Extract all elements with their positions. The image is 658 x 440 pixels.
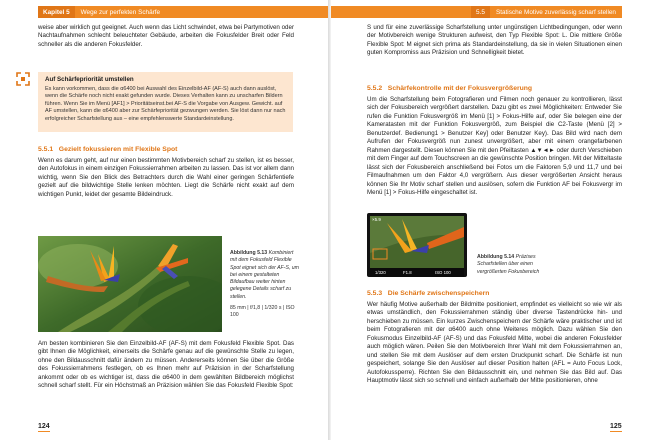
- right-paragraph-2: Wer häufig Motive außerhalb der Bildmitte positioniert, empfindet es vielleicht so wie wir als etwas umständlich, den Fokussierrahmen ständig über diverse Tastendrücke hin- und herschieben zu müssen. Ein kurzes Zwischenspeichern der Schärfe wäre praktischer und ist beim Fotografieren mit der α6400 auch ohne Weiteres möglich. Dazu wählen Sie den Fokusmodus Einzelbild-AF (AF-S) und das Fokusfeld Mitte, wobei die anderen Fokusfelder auch möglich wären. Peilen Sie den Motivbereich Ihrer Wahl mit dem Fokussierrahmen an, und stellen Sie mit dem Auslöser auf dem ersten Druckpunkt scharf. Die Schärfe ist nun gespeichert, solange Sie den Auslöser auf dieser Position halten (AFL = Auto Focus Lock, Autofokussperre). Richten Sie den Bildausschnitt ein, und nehmen Sie das Bild auf. Das Hauptmotiv lässt sich so schnell und einfach außerhalb der Mitte positionieren, ohne: [367, 301, 622, 385]
- lcd-iso: ISO 100: [435, 270, 451, 275]
- camera-lcd-screenshot: [367, 213, 467, 277]
- figure-5-13-caption: [230, 250, 300, 320]
- right-paragraph-1: Um die Scharfstellung beim Fotografieren und Filmen noch genauer zu kontrollieren, lässt sich der Fokusbereich vergrößert darstellen. Dazu gibt es zwei Möglichkeiten: Entweder Sie rufen die Funktion Fokusvergröß im Menü [1] > Fokus-Hilfe auf, oder Sie belegen eine der Kameratasten mit der Funktion Fokusvergröß, zum Beispiel die C2-Taste (Menü [2] > Benutzerdef. Bedienung1 > Benutzer Key] oder Benutzer Key). Das Bild wird nach dem Aufrufen der Fokusvergröß nun zunest unvergrößert, aber mit einem orangefarbenen Rahmen dargestellt. Diesen können Sie mit den Pfeiltasten ▲▼◄► oder durch Verschieben mit dem Finger auf dem Touchscreen an die gewünschte Position bringen. Mit der Mitteltaste lässt sich der Fokusbereich anschließend bei Fotos um die Faktoren 5,9 und 11,7 und bei Filmaufnahmen um den Faktor 4,0 vergrößern. Aus dieser vergrößerten Ansicht heraus können Sie Ihr Motiv scharf stellen und auslösen, sofern die Funktion AF bei Fokusvergr im Menü [1] > Fokus-Hilfe eingeschaltet ist.: [367, 96, 622, 196]
- figure-label: Abbildung 5.14: [477, 254, 515, 260]
- chapter-label: Kapitel 5: [38, 6, 75, 18]
- tip-focus-icon: [16, 72, 30, 86]
- right-page-number: 125: [610, 423, 622, 430]
- lcd-zoom-readout: ×5.9: [372, 217, 381, 222]
- section-number: 5.5.3: [367, 290, 383, 297]
- header-section-number: 5.5: [471, 6, 490, 18]
- section-title: Gezielt fokussieren mit Flexible Spot: [58, 146, 178, 153]
- figure-5-14-caption: [477, 254, 557, 276]
- lcd-art: [367, 213, 467, 277]
- left-paragraph-1: Wenn es darum geht, auf nur einen bestimmten Motivbereich scharf zu stellen, ist es besser, den Autofokus in einem einzigen Fokussierrahmen arbeiten zu lassen. Das ist vor allem dann wichtig, wenn Sie den Blick des Betrachters durch die Wahl einer geringen Schärfentiefe gezielt auf die bildwichtige Stelle lenken möchten. Liegt die Schärfe nicht exakt auf dem wichtigen Punkt, leidet der gesamte Bildeindruck.: [38, 157, 294, 198]
- tip-text: Es kann vorkommen, dass die α6400 bei Auswahl des Einzelbild-AF (AF-S) auch dann auslöst, wenn die Schärfe noch nicht exakt gefunden wurde. Dieses Verhalten kann zu unscharfen Bildern führen. Wenn Sie im Menü [AF1] > Prioritätseinst.bei AF-S die Vorgabe von Ausgew. Gewicht. auf AF umstellen, kann die α6400 aber zur Schärfepriorität gezwungen werden. Sie löst dann nur nach erfolgreicher Scharfstellung aus – eine empfehlenswerte Standardeinstellung.: [45, 86, 286, 122]
- section-heading-5-5-2: [367, 85, 532, 92]
- photo-art: [38, 236, 222, 332]
- tip-title: Auf Schärfepriorität umstellen: [45, 76, 134, 83]
- left-page-number: 124: [38, 423, 50, 430]
- left-footer-line: [38, 431, 50, 432]
- right-page: [331, 0, 658, 440]
- right-running-header: [331, 6, 622, 18]
- chapter-title: Wege zur perfekten Schärfe: [80, 8, 161, 16]
- right-intro-text: S und für eine zuverlässige Scharfstellung unter ungünstigen Lichtbedingungen, oder wenn der Motivbereich wenige Strukturen aufweist, den Typ Flexible Spot: L. Die mittlere Größe Flexible Spot: M eignet sich prima als Standardeinstellung, da sie in vielen Situationen einen guten Kompromiss aus Präzision und Schnelligkeit bietet.: [367, 24, 622, 57]
- header-section-title: Statische Motive zuverlässig scharf stellen: [495, 8, 616, 16]
- section-title: Die Schärfe zwischenspeichern: [387, 290, 490, 297]
- left-paragraph-2: Am besten kombinieren Sie den Einzelbild-AF (AF-S) mit dem Fokusfeld Flexible Spot. Das gibt Ihnen die Möglichkeit, einerseits die Schärfe genau auf die gewünschte Stelle zu legen, ohne den Bildausschnitt dafür ändern zu müssen. Andererseits können Sie über die Größe des Fokussierrahmens festlegen, ob es Ihnen mehr auf Präzision in der Scharfstellung ankommt oder ob es wichtiger ist, dass die α6400 in dem gewählten Bildbereich möglichst schnell scharf stellt. Für ein Höchstmaß an Präzision wählen Sie das Fokusfeld Flexible Spot:: [38, 340, 294, 390]
- section-heading-5-5-1: [38, 146, 177, 153]
- left-intro-text: weise aber wirklich gut geeignet. Auch wenn das Licht schwindet, etwa bei Partymotiven oder Nachtaufnahmen schlecht beleuchteter Gebäude, arbeiten die Fokusfelder Breit oder Feld schneller als die anderen Fokusfelder.: [38, 24, 294, 48]
- section-number: 5.5.2: [367, 85, 383, 92]
- right-footer-line: [610, 431, 622, 432]
- figure-caption-text: Präzises Scharfstellen über einen vergrößerten Fokusbereich: [477, 254, 540, 275]
- figure-caption-text: Kombiniert mit dem Fokusfeld Flexible Spot eignet sich der AF-S, um bei einem gestalteten Bildaufbau weiter hinten gelegene Details scharf zu stellen.: [230, 250, 300, 300]
- figure-label: Abbildung 5.13: [230, 250, 268, 256]
- bird-of-paradise-photo: [38, 236, 222, 332]
- section-heading-5-5-3: [367, 290, 489, 297]
- figure-exif: 85 mm | f/1,8 | 1/320 s | ISO 100: [230, 305, 295, 319]
- section-title: Schärfekontrolle mit der Fokusvergrößerung: [387, 85, 533, 92]
- left-page: [0, 0, 328, 440]
- lcd-aperture: F1.8: [403, 270, 412, 275]
- lcd-shutter: 1/320: [375, 270, 386, 275]
- left-running-header: [38, 6, 328, 18]
- section-number: 5.5.1: [38, 146, 54, 153]
